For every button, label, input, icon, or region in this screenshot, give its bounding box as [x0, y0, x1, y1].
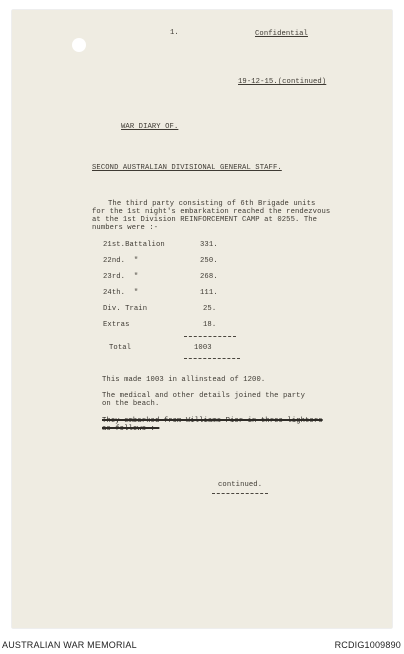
struck-out-line: They embarked from Williams Pier in three lighters — [102, 417, 323, 425]
unit-name: 22nd. " — [103, 257, 139, 265]
unit-name: 23rd. " — [103, 273, 139, 281]
total-label: Total — [109, 344, 132, 352]
footer-source: AUSTRALIAN WAR MEMORIAL — [2, 640, 137, 650]
paragraph-line: for the 1st night's embarkation reached the rendezvous — [92, 208, 331, 216]
paragraph-line: numbers were :- — [92, 224, 159, 232]
classification-label: Confidential — [255, 30, 308, 38]
paragraph-line: on the beach. — [102, 400, 160, 408]
unit-name: Div. Train — [103, 305, 148, 313]
unit-name: Extras — [103, 321, 130, 329]
paragraph-line: at the 1st Division REINFORCEMENT CAMP at 0255. The — [92, 216, 318, 224]
document-subtitle: SECOND AUSTRALIAN DIVISIONAL GENERAL STAFF. — [92, 164, 282, 172]
unit-count: 331. — [200, 241, 218, 249]
continued-note: continued. — [218, 481, 263, 489]
summary-line: This made 1003 in allinstead of 1200. — [102, 376, 266, 384]
total-rule — [184, 358, 240, 359]
continued-rule — [212, 493, 268, 494]
unit-count: 268. — [200, 273, 218, 281]
page-number: 1. — [170, 29, 179, 37]
punch-hole — [72, 38, 86, 52]
paragraph-line: The medical and other details joined the party — [102, 392, 306, 400]
date-line: 19-12-15.(continued) — [238, 78, 327, 86]
sum-rule — [184, 336, 236, 337]
paragraph-line: The third party consisting of 6th Brigade units — [108, 200, 316, 208]
document-title: WAR DIARY OF. — [121, 123, 179, 131]
struck-out-line: as follows :- — [102, 425, 160, 433]
total-value: 1003 — [194, 344, 212, 352]
footer-record-id: RCDIG1009890 — [334, 640, 401, 650]
unit-name: 24th. " — [103, 289, 139, 297]
unit-count: 18. — [203, 321, 217, 329]
unit-count: 250. — [200, 257, 218, 265]
unit-count: 111. — [200, 289, 218, 297]
unit-count: 25. — [203, 305, 217, 313]
document-page — [12, 10, 392, 628]
unit-name: 21st.Battalion — [103, 241, 165, 249]
